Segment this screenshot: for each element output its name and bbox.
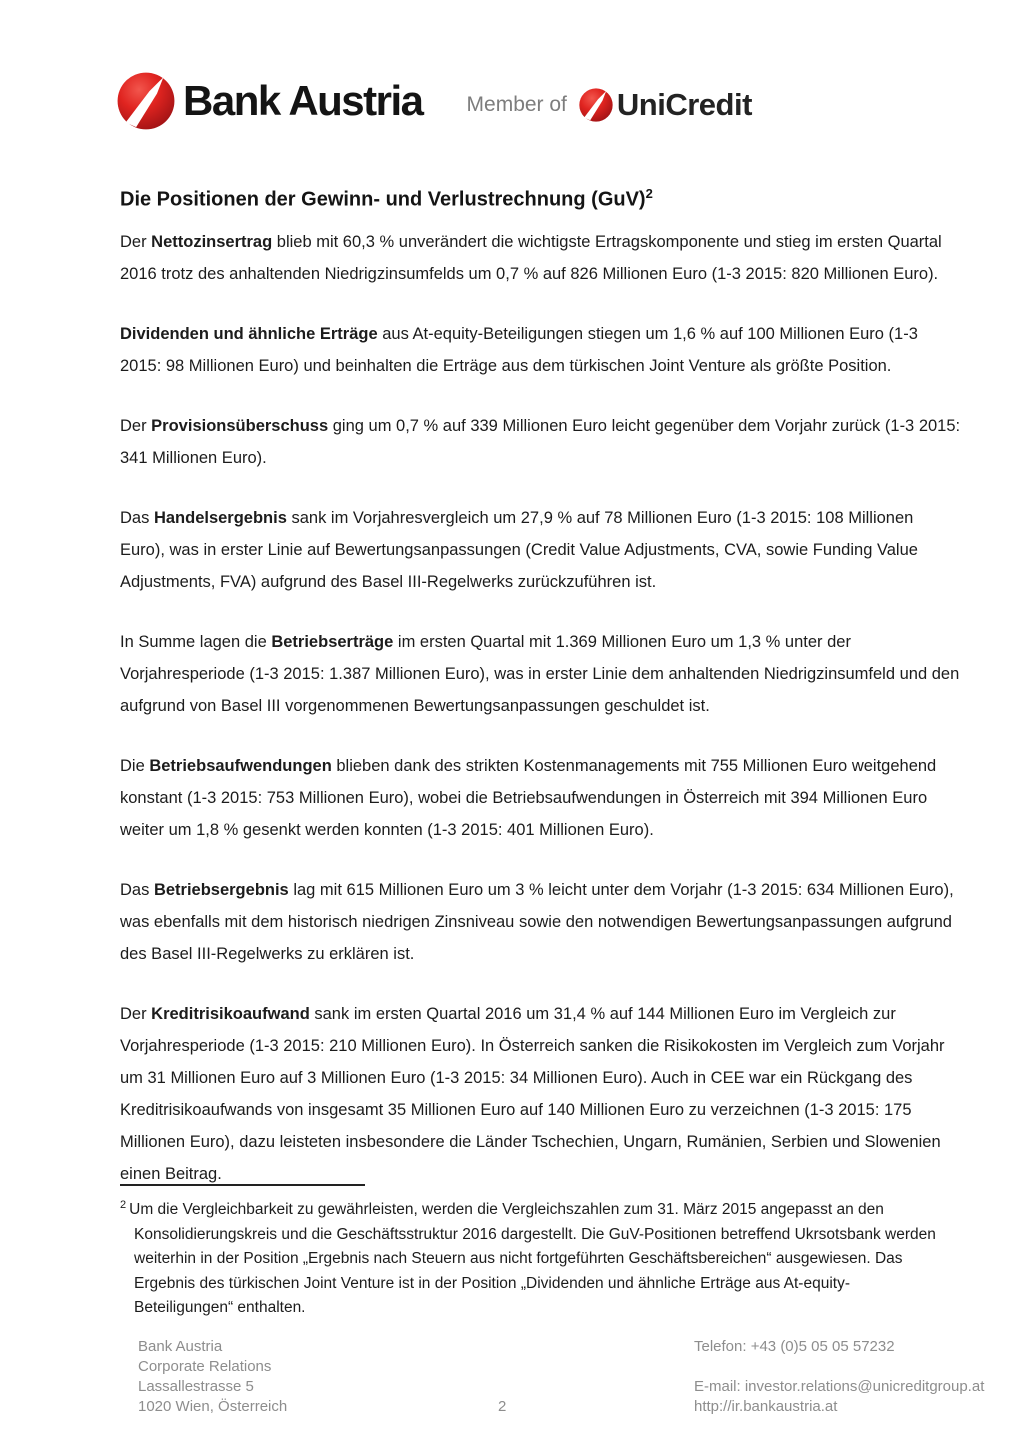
footnote: [120, 1184, 940, 1321]
paragraph: Das Handelsergebnis sank im Vorjahresvergleich um 27,9 % auf 78 Millionen Euro (1-3 2015: 108 Millionen Euro), was in erster Linie auf Bewertungsanpassungen (Credit Value Adjustments, CVA, sowie Funding Value Adjustments, FVA) aufgrund des Basel III-Regelwerks zurückzuführen ist.: [120, 508, 918, 591]
bank-austria-logo: [117, 72, 423, 130]
member-of-block: [467, 87, 752, 123]
unicredit-sphere-icon: [117, 72, 175, 130]
footnote-marker: 2: [120, 1199, 127, 1211]
footnote-text: Um die Vergleichbarkeit zu gewährleisten, werden die Vergleichszahlen zum 31. März 2015 angepasst an den Konsolidierungskreis und die Geschäftsstruktur 2016 dargestellt. Die GuV-Positionen betreffend Ukrsotsbank werden weiterhin in der Position „Ergebnis nach Steuern aus nicht fortgeführten Geschäftsbereichen“ ausgewiesen. Das Ergebnis des türkischen Joint Venture ist in der Position „Dividenden und ähnliche Erträge aus At-equity-Beteiligungen“ enthalten.: [129, 1201, 936, 1317]
bank-austria-logo-text: Bank Austria: [183, 77, 423, 124]
main-content: [120, 186, 962, 1218]
footer-address-line: 1020 Wien, Österreich: [138, 1398, 288, 1415]
page-title: [120, 186, 962, 212]
page-title-superscript: 2: [645, 186, 653, 201]
footer-address-line: Corporate Relations: [138, 1358, 272, 1375]
unicredit-logo-text: UniCredit: [616, 87, 752, 122]
paragraph: Der Kreditrisikoaufwand sank im ersten Quartal 2016 um 31,4 % auf 144 Millionen Euro im Vergleich zur Vorjahresperiode (1-3 2015: 210 Millionen Euro). In Österreich sanken die Risikokosten im Vergleich zum Vorjahr um 31 Millionen Euro auf 3 Millionen Euro (1-3 2015: 34 Millionen Euro). Auch in CEE war ein Rückgang des Kreditrisikoaufwands von insgesamt 35 Millionen Euro auf 140 Millionen Euro zu verzeichnen (1-3 2015: 175 Millionen Euro), dazu leisteten insbesondere die Länder Tschechien, Ungarn, Rumänien, Serbien und Slowenien einen Beitrag.: [120, 1004, 945, 1183]
body-paragraphs: [120, 226, 962, 1190]
footnote-body: [120, 1193, 940, 1321]
member-of-label: Member of: [466, 93, 567, 116]
paragraph: Dividenden und ähnliche Erträge aus At-equity-Beteiligungen stiegen um 1,6 % auf 100 Millionen Euro (1-3 2015: 98 Millionen Euro) und beinhalten die Erträge aus dem türkischen Joint Venture als größte Position.: [120, 324, 918, 375]
page-title-text: Die Positionen der Gewinn- und Verlustrechnung (GuV): [120, 188, 646, 211]
paragraph: In Summe lagen die Betriebserträge im ersten Quartal mit 1.369 Millionen Euro um 1,3 % unter der Vorjahresperiode (1-3 2015: 1.387 Millionen Euro), was in erster Linie dem anhaltenden Niedrigzinsumfeld und den aufgrund von Basel III vorgenommenen Bewertungsanpassungen geschuldet ist.: [120, 632, 960, 715]
footer-contact-line: Telefon: +43 (0)5 05 05 57232: [694, 1338, 895, 1355]
unicredit-sphere-icon: [579, 88, 613, 122]
paragraph: Die Betriebsaufwendungen blieben dank des strikten Kostenmanagements mit 755 Millionen Euro weitgehend konstant (1-3 2015: 753 Millionen Euro), wobei die Betriebsaufwendungen in Österreich mit 394 Millionen Euro weiter um 1,8 % gesenkt werden konnten (1-3 2015: 401 Millionen Euro).: [120, 756, 937, 839]
footer-contact-line: http://ir.bankaustria.at: [694, 1398, 838, 1415]
footer-contact-line: E-mail: investor.relations@unicreditgroup.at: [694, 1378, 985, 1395]
footer-address-line: Lassallestrasse 5: [138, 1378, 254, 1395]
footer-contact: [694, 1337, 984, 1417]
page-footer: [138, 1337, 985, 1421]
logo-header: [117, 72, 752, 130]
paragraph: Das Betriebsergebnis lag mit 615 Millionen Euro um 3 % leicht unter dem Vorjahr (1-3 2015: 634 Millionen Euro), was ebenfalls mit dem historisch niedrigen Zinsniveau sowie den notwendigen Bewertungsanpassungen aufgrund des Basel III-Regelwerks zu erklären ist.: [120, 880, 954, 963]
footer-address: [138, 1337, 287, 1417]
paragraph: Der Provisionsüberschuss ging um 0,7 % auf 339 Millionen Euro leicht gegenüber dem Vorjahr zurück (1-3 2015: 341 Millionen Euro).: [120, 416, 961, 467]
footnote-separator: [120, 1184, 365, 1186]
footer-address-line: Bank Austria: [138, 1338, 223, 1355]
page-number: 2: [498, 1398, 507, 1415]
paragraph: Der Nettozinsertrag blieb mit 60,3 % unverändert die wichtigste Ertragskomponente und stieg im ersten Quartal 2016 trotz des anhaltenden Niedrigzinsumfelds um 0,7 % auf 826 Millionen Euro (1-3 2015: 820 Millionen Euro).: [120, 232, 942, 283]
